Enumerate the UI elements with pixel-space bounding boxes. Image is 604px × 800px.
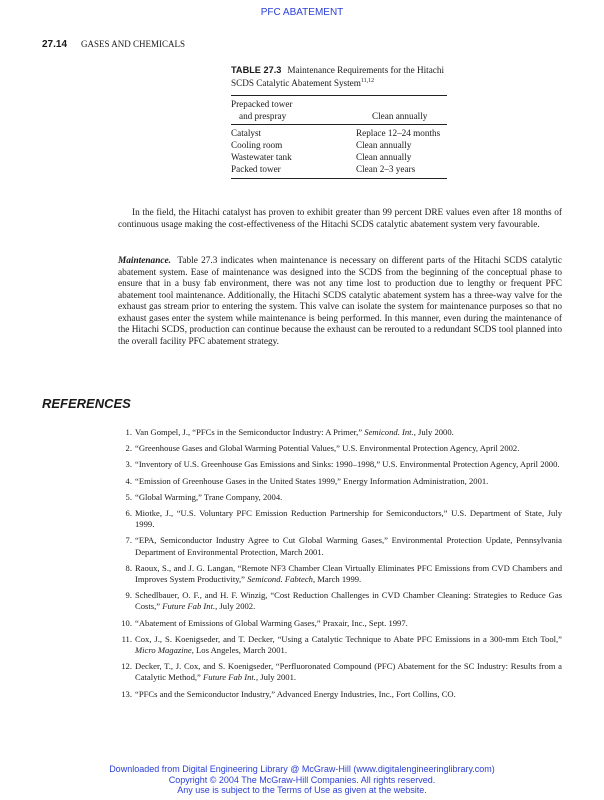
table-label: TABLE 27.3 [231,65,282,75]
reference-text-tail: , July 2002. [215,601,256,612]
reference-item [118,661,562,683]
reference-text: “EPA, Semiconductor Industry Agree to Cut Global Warming Gases,” Environmental Protection Update, Pennsylvania Department of Environmental Protection, March 2001. [135,535,562,557]
reference-item [118,427,562,438]
reference-text: Van Gompel, J., “PFCs in the Semiconductor Industry: A Primer,” [135,427,365,437]
page-number: 27.14 [42,39,68,50]
reference-journal: Semicond. Int. [364,427,414,437]
table-cell-requirement: Clean annually [356,140,412,150]
table-cell-component: Wastewater tank [231,152,292,162]
references-list [118,427,562,705]
table-bottom-rule [231,178,447,179]
body-paragraph-1 [118,208,562,231]
reference-text: “Inventory of U.S. Greenhouse Gas Emissions and Sinks: 1990–1998,” U.S. Environmental Protection Agency, April 2000. [135,459,560,470]
reference-item [118,618,562,629]
reference-number: 3. [125,459,132,470]
reference-item [118,634,562,656]
table-header-col1-line1: Prepacked tower [231,99,293,109]
reference-item [118,535,562,557]
reference-number: 2. [125,443,132,454]
table-row [231,128,447,139]
table-header-col1-line2: and prespray [239,111,287,121]
reference-number: 6. [125,508,132,519]
table-cell-component: Catalyst [231,128,262,138]
reference-number: 5. [125,491,132,502]
reference-number: 11. [121,633,132,644]
reference-number: 4. [125,475,132,486]
references-heading: REFERENCES [42,396,131,411]
reference-text: “Greenhouse Gases and Global Warming Potential Values,” U.S. Environmental Protection Agency, April 2002. [135,443,520,454]
paragraph-2-text: Table 27.3 indicates when maintenance is necessary on different parts of the Hitachi SCDS catalytic abatement system. Ease of maintenance was designed into the SCDS from the beginning of the conceptual phase to ensure that in a busy fab environment, there was not any time lost to production due to lengthy or frequent PFC abatement tool maintenance. Additionally, the Hitachi SCDS catalytic abatement system has a three-way valve for the exhaust gas stream prior to entering the system. This valve can isolate the system for maintenance purposes so that no exhaust gases enter the system while maintenance is being performed. In this manner, even during the maintenance of the Hitachi SCDS, production can continue because the exhaust can be rerouted to a redundant SCDS tool planned into the overall facility PFC abatement strategy. [118,256,562,347]
reference-text: “Global Warming,” Trane Company, 2004. [135,491,283,502]
reference-text: “Emission of Greenhouse Gases in the United States 1999,” Energy Information Administration, 2001. [135,475,489,486]
reference-number: 7. [125,535,132,546]
table-header-row-2 [231,111,447,122]
footer-copyright: Copyright © 2004 The McGraw-Hill Companies. All rights reserved. [168,774,436,785]
page-header [42,39,185,50]
footer-terms-link[interactable]: Any use is subject to the Terms of Use as given at the website. [177,785,427,796]
reference-text-tail: , Los Angeles, March 2001. [191,645,287,656]
reference-number: 12. [121,661,132,672]
running-title: PFC ABATEMENT [260,7,344,18]
reference-number: 13. [121,688,132,699]
reference-text-tail: , July 2000. [413,427,454,437]
reference-item [118,443,562,454]
reference-journal: Future Fab Int. [162,601,216,612]
reference-number: 1. [125,427,132,437]
reference-text: Cox, J., S. Koenigseder, and T. Decker, “Using a Catalytic Technique to Abate PFC Emissions in a 300-mm Etch Tool,” [135,633,562,644]
paragraph-2-runin-heading: Maintenance. [118,256,171,266]
reference-number: 10. [121,617,132,628]
reference-item [118,689,562,700]
table-cell-requirement: Clean 2–3 years [356,164,416,174]
reference-item [118,492,562,503]
table-row [231,140,447,151]
table-row [231,152,447,163]
body-paragraph-2 [118,256,562,348]
reference-number: 9. [125,590,132,601]
table-row [231,164,447,175]
reference-text: “Abatement of Emissions of Global Warming Gases,” Praxair, Inc., Sept. 1997. [135,617,408,628]
table-header-row [231,99,447,110]
table-caption-text: Maintenance Requirements for the Hitachi SCDS Catalytic Abatement System [231,65,445,89]
reference-item [118,508,562,530]
table-mid-rule [231,124,447,125]
table-header-col2: Clean annually [372,111,428,121]
table-cell-component: Packed tower [231,164,281,174]
chapter-title: GASES AND CHEMICALS [81,39,186,49]
table-cell-requirement: Replace 12–24 months [356,128,441,138]
reference-item [118,590,562,612]
table-caption [231,65,446,89]
download-footer [0,764,604,796]
reference-text: Decker, T., J. Cox, and S. Koenigseder, “Perfluoronated Compound (PFC) Abatement for the SC Industry: Results from a Catalytic Method,” [135,661,562,683]
reference-text: “PFCs and the Semiconductor Industry,” Advanced Energy Industries, Inc., Fort Collins, CO. [135,688,456,699]
reference-journal: Semicond. Fabtech [247,574,313,585]
reference-text-tail: , March 1999. [312,574,362,585]
table-cell-requirement: Clean annually [356,152,412,162]
reference-number: 8. [125,562,132,573]
reference-text-tail: , July 2001. [255,672,297,683]
table-top-rule [231,95,447,96]
paragraph-1-text: In the field, the Hitachi catalyst has proven to exhibit greater than 99 percent DRE values even after 18 months of continuous usage making the cost-effectiveness of the Hitachi SCDS catalytic abatement system very favourable. [118,208,562,230]
footer-download-link[interactable]: Downloaded from Digital Engineering Library @ McGraw-Hill (www.digitalengineeringlibrary.com) [109,764,495,774]
reference-journal: Micro Magazine [135,645,192,656]
table-caption-refs: 11,12 [360,78,375,84]
reference-item [118,563,562,585]
table-cell-component: Cooling room [231,140,283,150]
reference-text: Miotke, J., “U.S. Voluntary PFC Emission Reduction Partnership for Semiconductors,” U.S. Department of State, July 1999. [135,508,562,530]
reference-item [118,476,562,487]
reference-item [118,459,562,470]
reference-journal: Future Fab Int. [203,672,256,683]
reference-text: Schedlbauer, O. F., and H. F. Winzig, “Cost Reduction Challenges in CVD Chamber Cleaning: Strategies to Reduce Gas Costs,” [135,590,562,612]
reference-text: Raoux, S., and J. G. Langan, “Remote NF3 Chamber Clean Virtually Eliminates PFC Emissions from CVD Chambers and Improves System Productivity,” [135,562,562,585]
